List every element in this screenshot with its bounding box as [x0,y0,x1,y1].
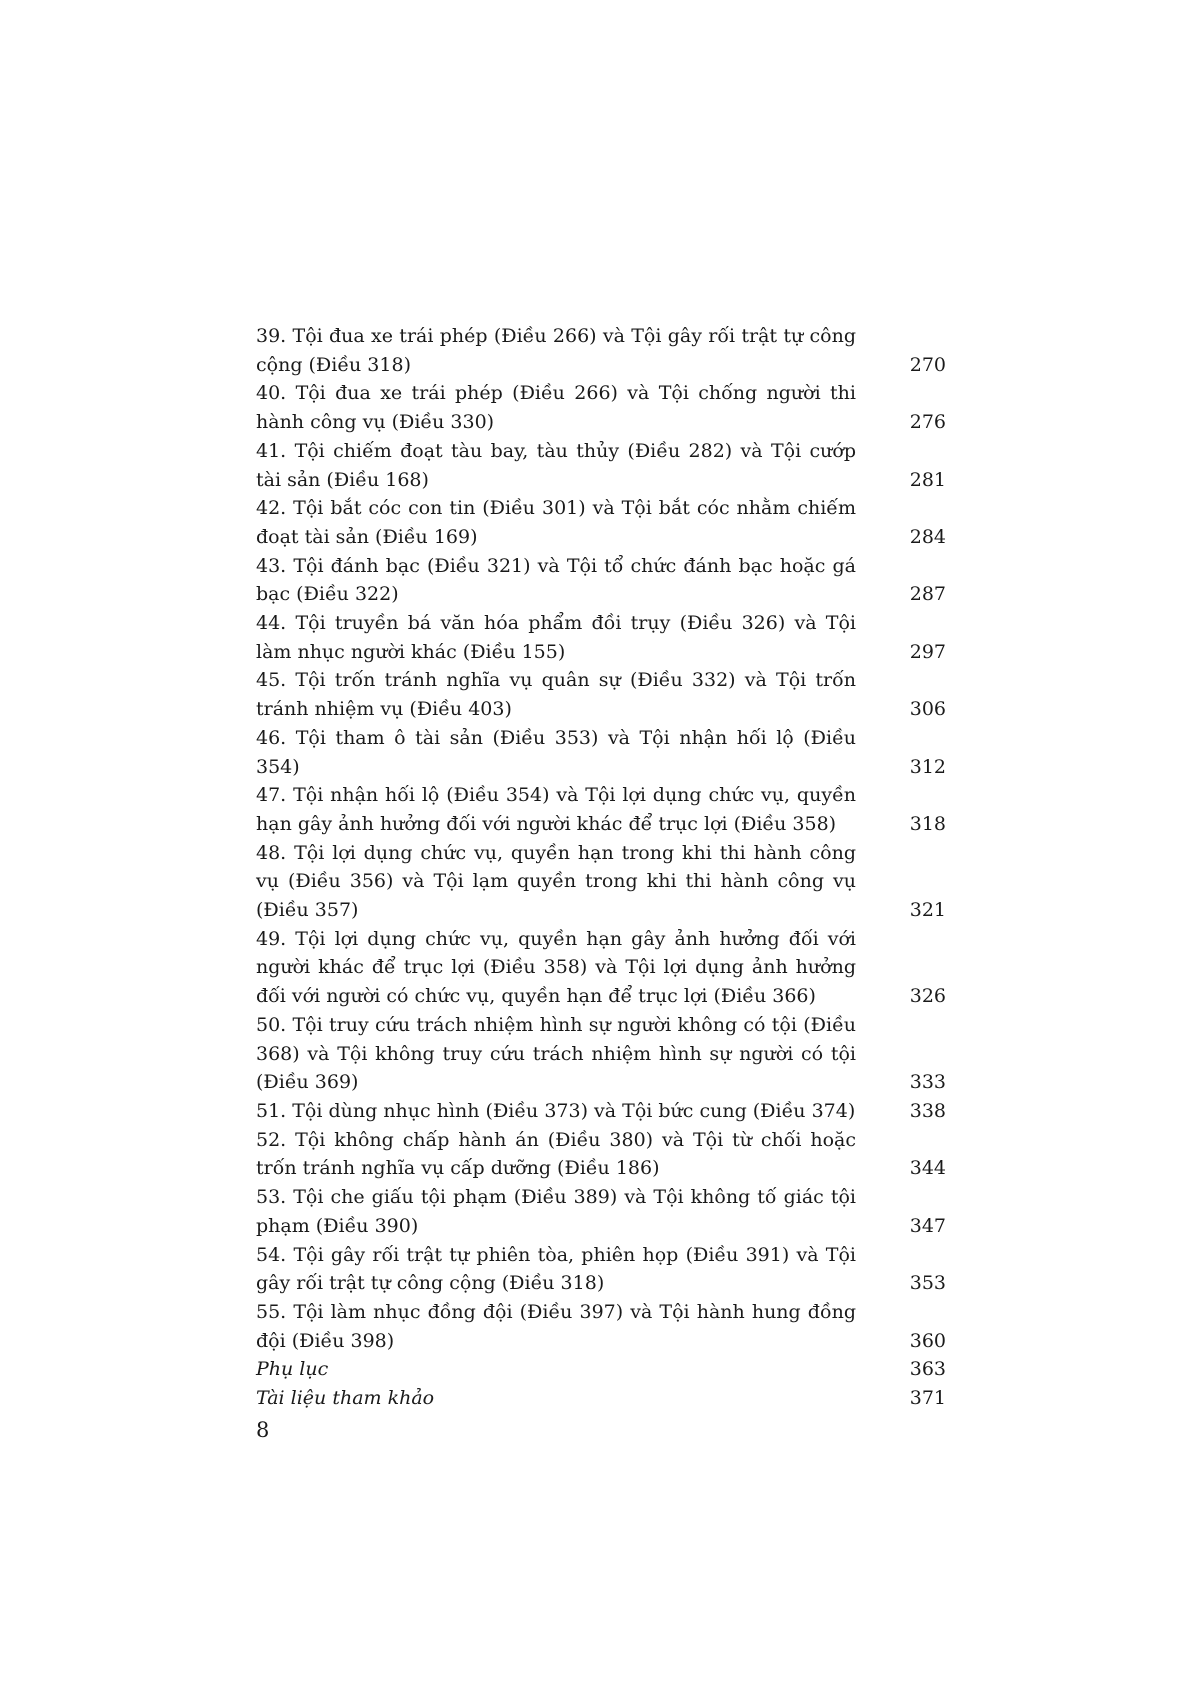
toc-entry-page: 281 [909,468,946,491]
toc-entry-page: 326 [909,985,946,1008]
toc-entry-page: 276 [909,411,946,434]
toc-entry[interactable] [256,1126,946,1183]
toc-entry[interactable] [256,1241,946,1298]
toc-entry[interactable] [256,839,946,925]
toc-entry[interactable] [256,322,946,379]
toc-entry-title: 42. Tội bắt cóc con tin (Điều 301) và Tội bắt cóc nhằm chiếm đoạt tài sản (Điều 169) [256,497,856,548]
toc-entry-title: 41. Tội chiếm đoạt tàu bay, tàu thủy (Điều 282) và Tội cướp tài sản (Điều 168) [256,439,856,491]
toc-entry-page: 347 [909,1214,946,1237]
toc-entry-title: 53. Tội che giấu tội phạm (Điều 389) và Tội không tố giác tội phạm (Điều 390) [256,1186,856,1237]
toc-entry-page: 371 [909,1387,946,1410]
toc-entry-page: 338 [909,1099,946,1122]
toc-entry-page: 284 [909,525,946,548]
page-number: 8 [256,1418,270,1442]
toc-entry-title: 44. Tội truyền bá văn hóa phẩm đồi trụy (Điều 326) và Tội làm nhục người khác (Điều 155) [256,612,856,663]
toc-entry-page: 360 [909,1329,946,1352]
toc-entry-title: 50. Tội truy cứu trách nhiệm hình sự người không có tội (Điều 368) và Tội không truy cứu trách nhiệm hình sự người có tội (Điều 369) [256,1013,856,1094]
toc-entry-title: 49. Tội lợi dụng chức vụ, quyền hạn gây ảnh hưởng đối với người khác để trục lợi (Điều 358) và Tội lợi dụng ảnh hưởng đối với người có chức vụ, quyền hạn để trục lợi (Điều 366) [256,927,856,1008]
toc-entry-page: 287 [909,583,946,606]
toc-entry[interactable] [256,379,946,436]
toc-entry[interactable] [256,781,946,838]
toc-entry-page: 318 [909,812,946,835]
toc-entry-title: 55. Tội làm nhục đồng đội (Điều 397) và Tội hành hung đồng đội (Điều 398) [256,1300,856,1352]
toc-entry-title: 48. Tội lợi dụng chức vụ, quyền hạn trong khi thi hành công vụ (Điều 356) và Tội lạm quyền trong khi thi hành công vụ (Điều 357) [256,841,856,922]
toc-entry[interactable] [256,724,946,781]
toc-entry-title: 40. Tội đua xe trái phép (Điều 266) và Tội chống người thi hành công vụ (Điều 330) [256,382,856,434]
toc-entry-title: 47. Tội nhận hối lộ (Điều 354) và Tội lợi dụng chức vụ, quyền hạn gây ảnh hưởng đối với người khác để trục lợi (Điều 358) [256,784,856,835]
toc-entry-page: 321 [909,899,946,922]
toc-entry[interactable] [256,925,946,1011]
toc-entry-title: 52. Tội không chấp hành án (Điều 380) và Tội từ chối hoặc trốn tránh nghĩa vụ cấp dưỡng (Điều 186) [256,1128,856,1180]
toc-entry-title: 39. Tội đua xe trái phép (Điều 266) và Tội gây rối trật tự công cộng (Điều 318) [256,325,856,376]
toc-entry-page: 297 [909,640,946,663]
toc-entry[interactable] [256,552,946,609]
toc-entry-page: 363 [909,1358,946,1381]
toc-entry-title: 46. Tội tham ô tài sản (Điều 353) và Tội nhận hối lộ (Điều 354) [256,726,856,778]
toc-entry-title: Phụ lục [256,1358,329,1381]
toc-entry[interactable] [256,1097,946,1126]
toc-entry-title: 45. Tội trốn tránh nghĩa vụ quân sự (Điều 332) và Tội trốn tránh nhiệm vụ (Điều 403) [256,669,856,721]
toc-entry-title: 51. Tội dùng nhục hình (Điều 373) và Tội bức cung (Điều 374) [256,1099,856,1122]
toc-entry-page: 312 [909,755,946,778]
toc-entry[interactable] [256,1298,946,1355]
toc-entry[interactable] [256,1183,946,1240]
toc-entry[interactable] [256,494,946,551]
toc-entry[interactable] [256,437,946,494]
toc-entry-title: Tài liệu tham khảo [256,1387,435,1410]
toc-entry[interactable] [256,1011,946,1097]
toc-entry[interactable] [256,1355,946,1384]
toc-entry-page: 353 [909,1272,946,1295]
toc-entry[interactable] [256,666,946,723]
toc-entry[interactable] [256,1384,946,1413]
table-of-contents [256,322,946,1413]
toc-entry-title: 43. Tội đánh bạc (Điều 321) và Tội tổ chức đánh bạc hoặc gá bạc (Điều 322) [256,554,856,606]
toc-entry-page: 333 [909,1071,946,1094]
toc-entry-page: 344 [909,1157,946,1180]
toc-entry-page: 270 [909,353,946,376]
toc-entry[interactable] [256,609,946,666]
toc-entry-title: 54. Tội gây rối trật tự phiên tòa, phiên họp (Điều 391) và Tội gây rối trật tự công cộng (Điều 318) [256,1243,856,1295]
toc-entry-page: 306 [909,698,946,721]
